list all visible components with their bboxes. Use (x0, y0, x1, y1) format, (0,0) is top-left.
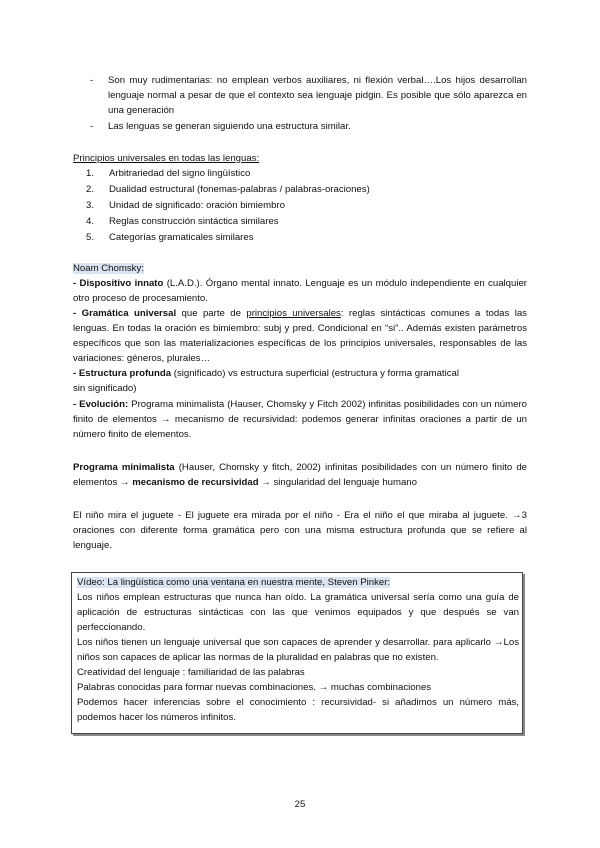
ug-pre: que parte de (176, 308, 247, 319)
list-item (86, 198, 370, 214)
bullet-text: Las lenguas se generan siguiendo una estructura similar. (108, 121, 351, 132)
list-text: Dualidad estructural (fonemas-palabras / palabras-oraciones) (109, 184, 370, 195)
minimalista-paragraph (73, 460, 527, 490)
chomsky-heading (73, 261, 527, 276)
minimalista-text-2: → singularidad del lenguaje humano (258, 477, 417, 488)
principles-list (86, 166, 370, 246)
video-line: Creatividad del lenguaje : familiaridad de las palabras (77, 667, 305, 678)
chomsky-universal-grammar (73, 306, 527, 366)
list-text: Reglas construcción sintáctica similares (109, 216, 279, 227)
list-item (86, 214, 370, 230)
video-line: Podemos hacer inferencias sobre el conocimiento : recursividad- si añadimos un número más, podemos hacer los números infinitos. (77, 697, 519, 723)
video-line: Los niños tienen un lenguaje universal que son capaces de aprender y desarrollar. para aplicarlo →Los niños son capaces de aplicar las normas de la pluralidad en palabras que no existen. (77, 637, 519, 663)
video-title-text: Vídeo: La lingüística como una ventana en nuestra mente, Steven Pinker: (77, 577, 391, 588)
list-text: Unidad de significado: oración bimiembro (109, 200, 285, 211)
innate-text: (L.A.D.). Órgano mental innato. Lenguaje es un módulo independiente en cualquier otro proceso de procesamiento. (73, 278, 527, 304)
list-number: 3. (86, 200, 95, 211)
list-number: 2. (86, 184, 95, 195)
nino-text: El niño mira el juguete - El juguete era mirada por el niño - Era el niño el que miraba al juguete. →3 oraciones con diferente forma gramática pero con una misma estructura profunda que se refiere al lenguaje. (73, 510, 527, 551)
bullet-item (90, 119, 527, 134)
video-box (71, 572, 523, 734)
innate-label: - Dispositivo innato (73, 278, 164, 289)
list-text: Categorías gramaticales similares (109, 232, 254, 243)
video-line: Palabras conocidas para formar nuevas combinaciones. → muchas combinaciones (77, 682, 432, 693)
video-line: Los niños emplean estructuras que nunca han oído. La gramática universal sería como una guía de aplicación de estructuras sintácticas con las que venimos equipados y que después se van perfeccionando. (77, 592, 519, 633)
list-number: 4. (86, 216, 95, 227)
bullet-dash: - (90, 75, 94, 86)
ug-label: - Gramática universal (73, 308, 177, 319)
minimalista-text: (Hauser, Chomsky y fitch, 2002) infinitas posibilidades con un número finito de elementos → (73, 462, 527, 488)
principles-heading (73, 151, 527, 166)
minimalista-label: Programa minimalista (73, 462, 175, 473)
chomsky-heading-text: Noam Chomsky: (73, 263, 144, 274)
list-number: 1. (86, 168, 95, 179)
chomsky-evolution (73, 397, 527, 442)
chomsky-deep-structure (73, 366, 527, 396)
list-item (86, 166, 370, 182)
deep-text: (significado) vs estructura superficial (estructura y forma gramatical (171, 368, 459, 379)
bullet-text: Son muy rudimentarias: no emplean verbos auxiliares, ni flexión verbal….Los hijos desarrollan lenguaje normal a pesar de que el contexto sea lenguaje pidgin. Es posible que sólo aparezca en una generación (108, 75, 527, 116)
evo-text: Programa minimalista (Hauser, Chomsky y Fitch 2002) infinitas posibilidades con un número finito de elementos → mecanismo de recursividad: podemos generar infinitas oraciones a partir de un número finito de elementos. (73, 399, 527, 440)
ug-underlined: principios universales (246, 308, 341, 319)
chomsky-innate (73, 276, 527, 306)
list-item (86, 182, 370, 198)
nino-paragraph (73, 508, 527, 553)
principles-heading-text: Principios universales en todas las lenguas: (73, 153, 260, 164)
deep-label: - Estructura profunda (73, 368, 172, 379)
list-text: Arbitrariedad del signo lingüístico (109, 168, 251, 179)
bullet-dash: - (90, 121, 94, 132)
bullet-item (90, 73, 527, 118)
ug-text: : reglas sintácticas comunes a todas las lenguas. En todas la oración es bimiembro: subj y pred. Condicional en “si”.. Además existen parámetros específicos que son las materializaciones específicas de los principios universales, responsables de las variaciones: géneros, plurales… (73, 308, 527, 364)
page-number: 25 (294, 799, 306, 810)
video-title (77, 575, 519, 590)
evo-label: - Evolución: (73, 399, 129, 410)
list-number: 5. (86, 232, 95, 243)
recursividad-label: mecanismo de recursividad (132, 477, 259, 488)
list-item (86, 230, 370, 246)
deep-text-2: sin significado) (73, 383, 137, 394)
